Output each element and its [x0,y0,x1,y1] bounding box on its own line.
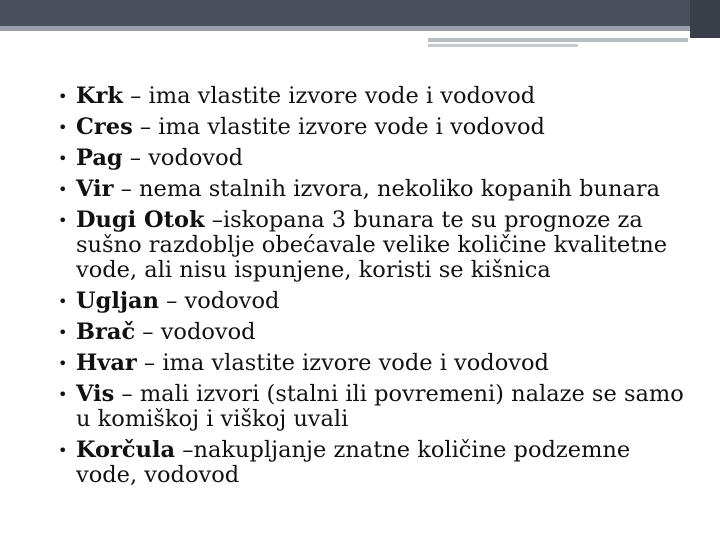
bullet: • [58,441,68,460]
list-item [50,382,690,432]
bullet: • [58,87,68,106]
corner-accent-block [690,0,720,38]
list-item [50,320,690,345]
bullet: • [58,211,68,230]
list-item [50,351,690,376]
item-text: – vodovod [158,288,280,314]
list-item [50,115,690,140]
island-name: Brač [76,319,136,345]
item-text: – ima vlastite izvore vode i vodovod [132,114,545,140]
island-name: Vir [76,176,114,202]
item-text: – vodovod [135,319,256,345]
item-text: – mali izvori (stalni ili povremeni) nalaze se samo u komiškoj i viškoj uvali [76,381,684,432]
bullet: • [58,385,68,404]
bullet: • [58,292,68,311]
island-water-list [50,84,690,494]
island-name: Dugi Otok [76,207,205,233]
item-text: –nakupljanje znatne količine podzemne vode, vodovod [76,437,631,488]
accent-strip-short [428,44,578,47]
item-text: –iskopana 3 bunara te su prognoze za sušno razdoblje obećavale velike količine kvalitetne vode, ali nisu ispunjene, koristi se kišnica [76,207,668,283]
bullet: • [58,323,68,342]
list-item [50,146,690,171]
bullet: • [58,180,68,199]
list-item [50,208,690,283]
bullet: • [58,149,68,168]
item-text: – vodovod [122,145,244,171]
list-item [50,177,690,202]
bullet: • [58,354,68,373]
item-text: – nema stalnih izvora, nekoliko kopanih bunara [113,176,661,202]
island-name: Ugljan [76,288,159,314]
island-name: Cres [76,114,133,140]
island-name: Hvar [76,350,137,376]
list-item [50,84,690,109]
list-item [50,438,690,488]
bullet: • [58,118,68,137]
list-item [50,289,690,314]
island-name: Pag [76,145,123,171]
island-name: Vis [76,381,115,407]
item-text: – ima vlastite izvore vode i vodovod [123,83,536,109]
island-name: Krk [76,83,123,109]
island-name: Korčula [76,437,176,463]
header-accent-line [0,26,690,31]
item-text: – ima vlastite izvore vode i vodovod [136,350,549,376]
header-band [0,0,720,26]
accent-strip [428,38,688,42]
